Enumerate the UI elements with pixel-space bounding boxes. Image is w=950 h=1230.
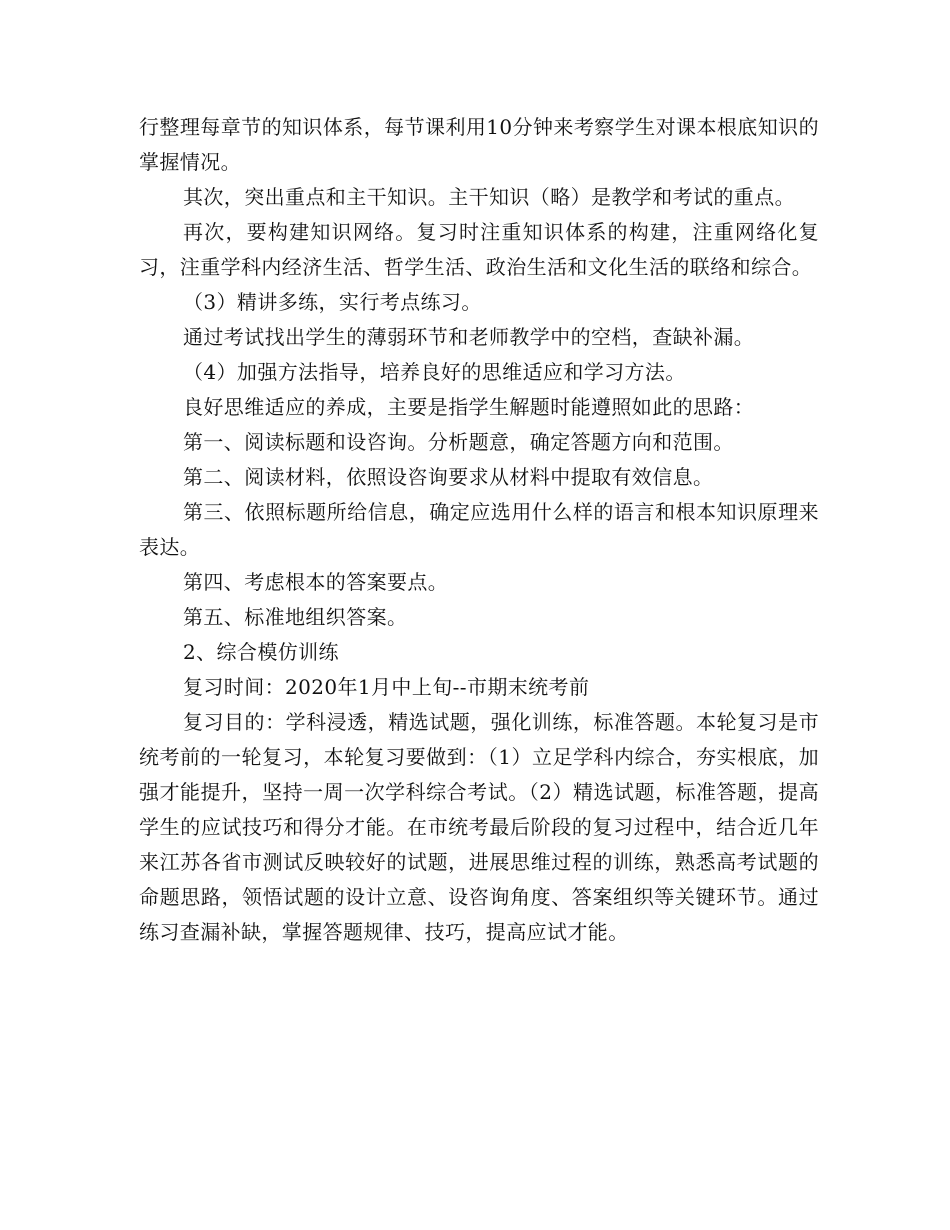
paragraph-15: 复习目的：学科浸透，精选试题，强化训练，标准答题。本轮复习是市统考前的一轮复习，本轮复习要做到：（1）立足学科内综合，夯实根底，加强才能提升，坚持一周一次学科综合考试。（2）精选试题，标准答题，提高学生的应试技巧和得分才能。在市统考最后阶段的复习过程中，结合近几年来江苏各省市测试反映较好的试题，进展思维过程的训练，熟悉高考试题的命题思路，领悟试题的设计立意、设咨询角度、答案组织等关键环节。通过练习查漏补缺，掌握答题规律、技巧，提高应试才能。 (139, 710, 819, 944)
paragraph-14: 复习时间：2020年1月中上旬--市期末统考前 (183, 675, 590, 699)
paragraph-3: 再次，要构建知识网络。复习时注重知识体系的构建，注重网络化复习，注重学科内经济生活、哲学生活、政治生活和文化生活的联络和综合。 (139, 220, 819, 279)
paragraph-8: 第一、阅读标题和设咨询。分析题意，确定答题方向和范围。 (183, 430, 734, 454)
section-heading: 2、综合模仿训练 (183, 640, 339, 664)
paragraph-7: 良好思维适应的养成，主要是指学生解题时能遵照如此的思路： (183, 395, 755, 419)
paragraph-6: （4）加强方法指导，培养良好的思维适应和学习方法。 (183, 360, 686, 384)
paragraph-4: （3）精讲多练，实行考点练习。 (183, 290, 482, 314)
paragraph-11: 第四、考虑根本的答案要点。 (183, 570, 449, 594)
paragraph-5: 通过考试找出学生的薄弱环节和老师教学中的空档，查缺补漏。 (183, 325, 755, 349)
paragraph-2: 其次，突出重点和主干知识。主干知识（略）是教学和考试的重点。 (183, 185, 795, 209)
paragraph-10: 第三、依照标题所给信息，确定应选用什么样的语言和根本知识原理来表达。 (139, 500, 819, 559)
paragraph-9: 第二、阅读材料，依照设咨询要求从材料中提取有效信息。 (183, 465, 714, 489)
paragraph-1: 行整理每章节的知识体系，每节课利用10分钟来考察学生对课本根底知识的掌握情况。 (139, 115, 819, 174)
document-body (139, 110, 819, 950)
paragraph-12: 第五、标准地组织答案。 (183, 605, 408, 629)
